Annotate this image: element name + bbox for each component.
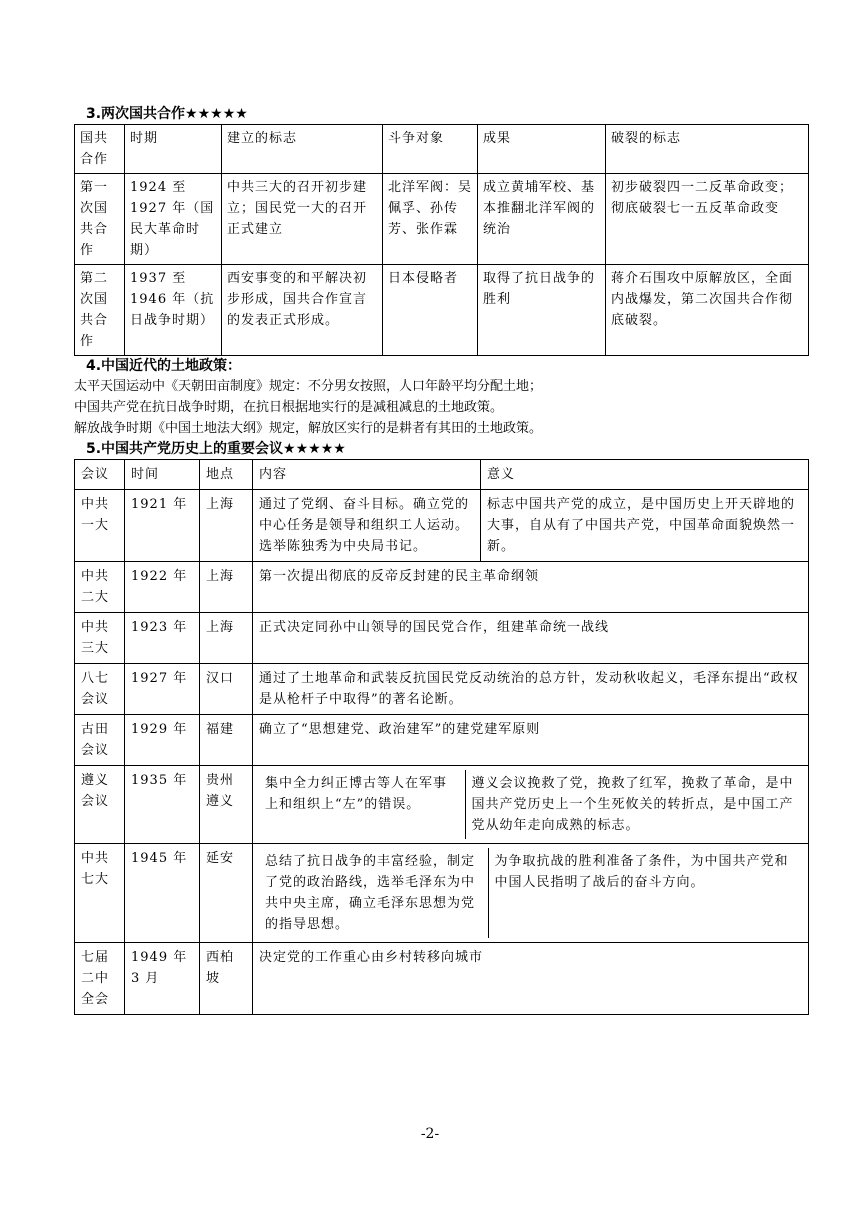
land-policy-line: 解放战争时期《中国土地法大纲》规定，解放区实行的是耕者有其田的土地政策。 xyxy=(74,421,543,436)
section5-heading: 5.中国共产党历史上的重要会议★★★★★ xyxy=(86,441,346,457)
header-cell: 成果 xyxy=(478,125,606,174)
table-row xyxy=(75,715,809,766)
split-cell xyxy=(253,844,809,943)
cell-time: 1927 年 xyxy=(125,664,200,715)
cell-meeting: 七届二中全会 xyxy=(75,943,125,1015)
cell-content: 正式决定同孙中山领导的国民党合作，组建革命统一战线 xyxy=(253,613,809,664)
header-cell: 意义 xyxy=(481,460,809,490)
cell-break: 蒋介石围攻中原解放区，全面内战爆发，第二次国共合作彻底破裂。 xyxy=(606,265,809,356)
cell-content: 集中全力纠正博古等人在军事上和组织上“左”的错误。 xyxy=(259,770,465,839)
cell-meeting: 古田会议 xyxy=(75,715,125,766)
cell-content: 第一次提出彻底的反帝反封建的民主革命纲领 xyxy=(253,562,809,613)
table-row xyxy=(75,174,809,265)
land-policy-line: 中国共产党在抗日战争时期，在抗日根据地实行的是减租减息的土地政策。 xyxy=(74,400,504,415)
cell-content: 通过了土地革命和武装反抗国民党反动统治的总方针，发动秋收起义，毛泽东提出“政权是从枪杆子中取得”的著名论断。 xyxy=(253,664,809,715)
header-cell: 会议 xyxy=(75,460,125,490)
cell-result: 成立黄埔军校、基本推翻北洋军阀的统治 xyxy=(478,174,606,265)
table-row xyxy=(75,766,809,844)
cell-target: 日本侵略者 xyxy=(383,265,478,356)
cell-target: 北洋军阀：吴佩孚、孙传芳、张作霖 xyxy=(383,174,478,265)
table-header-row xyxy=(75,460,809,490)
table-row xyxy=(75,265,809,356)
header-cell: 破裂的标志 xyxy=(606,125,809,174)
cell-place: 上海 xyxy=(200,562,253,613)
cell-period: 1924 至 1927 年（国民大革命时期） xyxy=(125,174,222,265)
section4-heading: 4.中国近代的土地政策： xyxy=(86,358,242,374)
table-row xyxy=(75,844,809,943)
cooperation-table xyxy=(74,124,809,356)
table-row xyxy=(75,562,809,613)
cell-time: 1922 年 xyxy=(125,562,200,613)
cell-meaning: 标志中国共产党的成立，是中国历史上开天辟地的大事，自从有了中国共产党，中国革命面貌焕然一新。 xyxy=(481,490,809,562)
cell-place: 上海 xyxy=(200,490,253,562)
cell-place: 汉口 xyxy=(200,664,253,715)
document-page xyxy=(74,104,808,1015)
cell-place: 上海 xyxy=(200,613,253,664)
cell-meeting: 遵义会议 xyxy=(75,766,125,844)
table-row xyxy=(75,490,809,562)
cell-time: 1935 年 xyxy=(125,766,200,844)
split-inner xyxy=(259,770,802,839)
section3-heading: 3.两次国共合作★★★★★ xyxy=(86,106,248,122)
cell-time: 1945 年 xyxy=(125,844,200,943)
split-inner xyxy=(259,848,802,938)
cell-meeting: 中共七大 xyxy=(75,844,125,943)
header-cell: 地点 xyxy=(200,460,253,490)
header-cell: 斗争对象 xyxy=(383,125,478,174)
split-cell xyxy=(253,766,809,844)
cell-content: 确立了“思想建党、政治建军”的建党建军原则 xyxy=(253,715,809,766)
table-row xyxy=(75,664,809,715)
cell-content: 通过了党纲、奋斗目标。确立党的中心任务是领导和组织工人运动。选举陈独秀为中央局书记。 xyxy=(253,490,481,562)
cell-content: 决定党的工作重心由乡村转移向城市 xyxy=(253,943,809,1015)
cell-result: 取得了抗日战争的胜利 xyxy=(478,265,606,356)
table-header-row xyxy=(75,125,809,174)
cell-name: 第一次国共合作 xyxy=(75,174,125,265)
land-policy-line: 太平天国运动中《天朝田亩制度》规定：不分男女按照，人口年龄平均分配土地； xyxy=(74,379,543,394)
cell-meaning: 遵义会议挽救了党，挽救了红军，挽救了革命，是中国共产党历史上一个生死攸关的转折点，是中国工产党从幼年走向成熟的标志。 xyxy=(471,776,794,833)
cell-time: 1921 年 xyxy=(125,490,200,562)
cell-meeting: 中共二大 xyxy=(75,562,125,613)
cell-place: 延安 xyxy=(200,844,253,943)
cell-meeting: 八七会议 xyxy=(75,664,125,715)
cell-time: 1929 年 xyxy=(125,715,200,766)
cell-meeting: 中共一大 xyxy=(75,490,125,562)
cell-content: 总结了抗日战争的丰富经验，制定了党的政治路线，选举毛泽东为中共中央主席，确立毛泽东思想为党的指导思想。 xyxy=(259,848,488,938)
cell-period: 1937 至 1946 年（抗日战争时期） xyxy=(125,265,222,356)
cell-break: 初步破裂四一二反革命政变；彻底破裂七一五反革命政变 xyxy=(606,174,809,265)
page-number: -2- xyxy=(420,1126,440,1142)
header-cell: 建立的标志 xyxy=(222,125,383,174)
cell-meeting: 中共三大 xyxy=(75,613,125,664)
cell-place: 贵州遵义 xyxy=(200,766,253,844)
cell-time: 1923 年 xyxy=(125,613,200,664)
cell-name: 第二次国共合作 xyxy=(75,265,125,356)
header-cell: 国共合作 xyxy=(75,125,125,174)
cell-time: 1949 年 3 月 xyxy=(125,943,200,1015)
table-row xyxy=(75,613,809,664)
meetings-table xyxy=(74,459,809,1015)
cell-sign: 西安事变的和平解决初步形成，国共合作宣言的发表正式形成。 xyxy=(222,265,383,356)
cell-meaning: 为争取抗战的胜利准备了条件，为中国共产党和中国人民指明了战后的奋斗方向。 xyxy=(494,854,789,890)
cell-sign: 中共三大的召开初步建立；国民党一大的召开正式建立 xyxy=(222,174,383,265)
cell-place: 西柏坡 xyxy=(200,943,253,1015)
cell-place: 福建 xyxy=(200,715,253,766)
header-cell: 时期 xyxy=(125,125,222,174)
header-cell: 内容 xyxy=(253,460,481,490)
table-row xyxy=(75,943,809,1015)
header-cell: 时间 xyxy=(125,460,200,490)
